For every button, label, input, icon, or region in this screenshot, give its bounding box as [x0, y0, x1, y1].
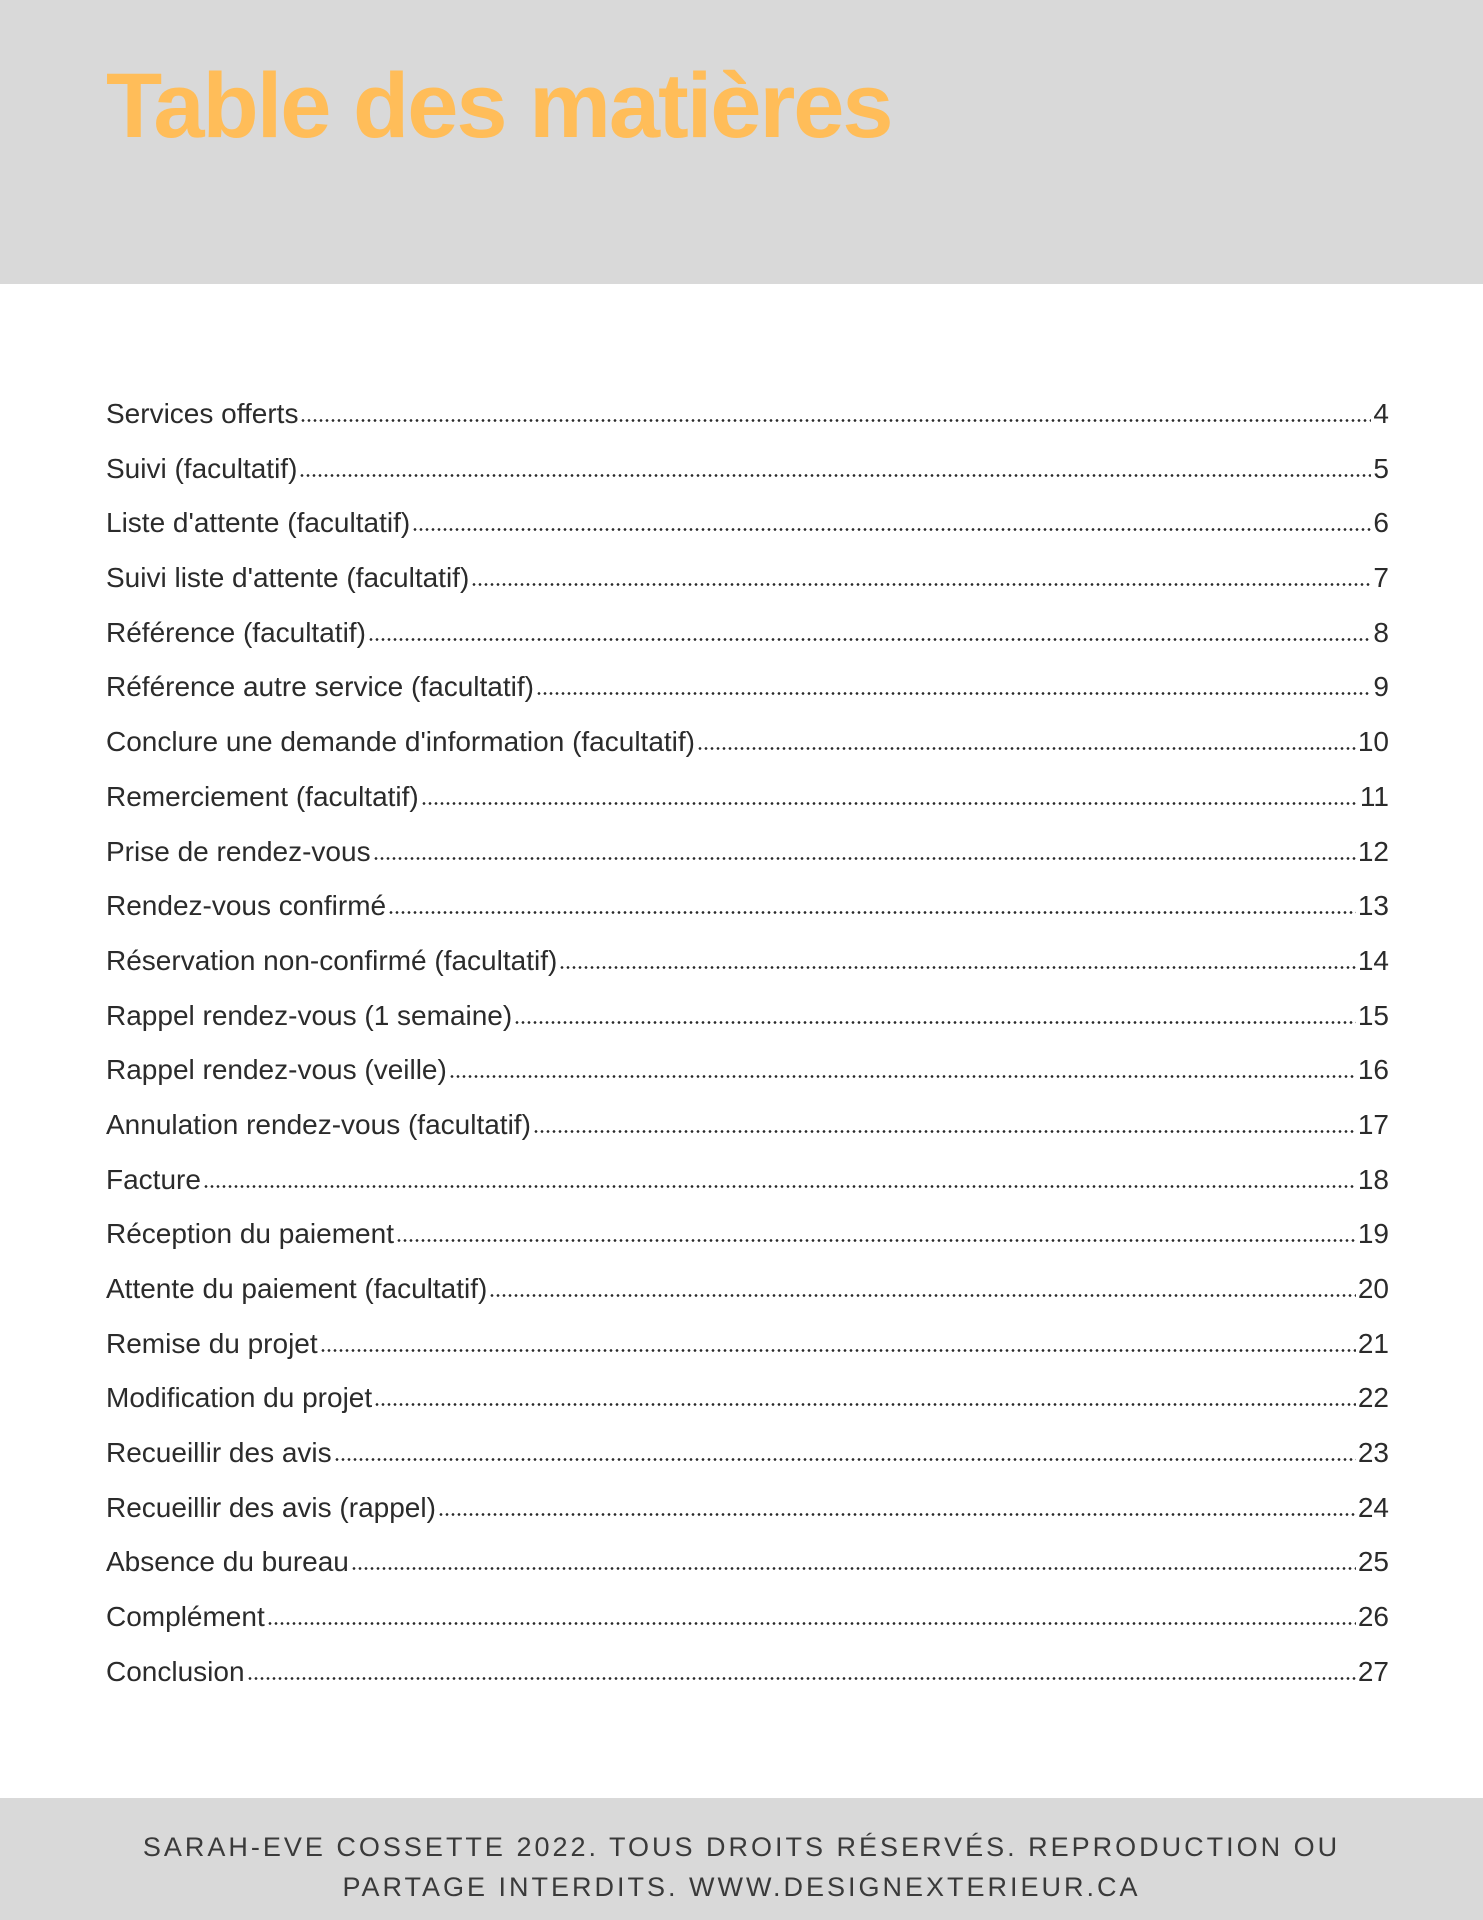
- toc-entry[interactable]: [106, 1262, 1389, 1317]
- toc-entry-page-number: 22: [1357, 1382, 1389, 1414]
- toc-entry-label: Liste d'attente (facultatif): [106, 507, 411, 539]
- toc-entry[interactable]: [106, 606, 1389, 661]
- toc-entry-page-number: 23: [1357, 1437, 1389, 1469]
- toc-entry-page-number: 26: [1357, 1601, 1389, 1633]
- toc-entry[interactable]: [106, 660, 1389, 715]
- toc-entry-label: Remise du projet: [106, 1327, 318, 1359]
- toc-entry[interactable]: [106, 1153, 1389, 1208]
- toc-entry-label: Rendez-vous confirmé: [106, 890, 387, 922]
- toc-entry[interactable]: [106, 989, 1389, 1044]
- toc-entry[interactable]: [106, 442, 1389, 497]
- toc-dot-leader: [300, 418, 1371, 423]
- toc-dot-leader: [471, 582, 1371, 587]
- toc-entry-page-number: 15: [1357, 999, 1389, 1031]
- toc-dot-leader: [351, 1566, 1356, 1571]
- toc-dot-leader: [533, 1129, 1356, 1134]
- toc-entry[interactable]: [106, 1590, 1389, 1645]
- toc-entry-label: Suivi (facultatif): [106, 452, 298, 484]
- footer-line-2: PARTAGE INTERDITS. WWW.DESIGNEXTERIEUR.CA: [342, 1872, 1141, 1902]
- toc-entry-label: Modification du projet: [106, 1382, 373, 1414]
- toc-entry-label: Attente du paiement (facultatif): [106, 1273, 488, 1304]
- toc-entry-page-number: 8: [1373, 616, 1389, 648]
- toc-entry-label: Référence (facultatif): [106, 616, 366, 648]
- table-of-contents: [106, 387, 1389, 1700]
- toc-entry[interactable]: [106, 1535, 1389, 1590]
- toc-entry-page-number: 12: [1357, 835, 1389, 867]
- toc-entry-page-number: 9: [1373, 671, 1389, 703]
- toc-entry[interactable]: [106, 715, 1389, 770]
- toc-entry-label: Recueillir des avis (rappel): [106, 1491, 436, 1523]
- toc-entry[interactable]: [106, 1371, 1389, 1426]
- toc-entry-page-number: 17: [1357, 1108, 1389, 1140]
- toc-dot-leader: [697, 746, 1356, 751]
- toc-entry[interactable]: [106, 387, 1389, 442]
- toc-entry-page-number: 21: [1357, 1327, 1389, 1359]
- toc-entry-label: Suivi liste d'attente (facultatif): [106, 562, 470, 594]
- footer-copyright: [0, 1827, 1483, 1907]
- toc-dot-leader: [267, 1621, 1356, 1626]
- toc-entry-label: Rappel rendez-vous (1 semaine): [106, 999, 513, 1031]
- toc-entry-label: Réception du paiement: [106, 1218, 394, 1250]
- toc-entry[interactable]: [106, 825, 1389, 880]
- toc-entry-page-number: 7: [1373, 562, 1389, 594]
- toc-dot-leader: [514, 1020, 1356, 1025]
- toc-dot-leader: [368, 637, 1372, 642]
- toc-entry[interactable]: [106, 1317, 1389, 1372]
- toc-entry-page-number: 18: [1357, 1163, 1389, 1195]
- toc-entry[interactable]: [106, 1426, 1389, 1481]
- toc-dot-leader: [373, 856, 1356, 861]
- toc-entry-page-number: 4: [1373, 398, 1389, 429]
- toc-entry-page-number: 13: [1357, 890, 1389, 922]
- toc-entry[interactable]: [106, 1207, 1389, 1262]
- toc-entry[interactable]: [106, 934, 1389, 989]
- toc-entry[interactable]: [106, 1098, 1389, 1153]
- toc-entry[interactable]: [106, 879, 1389, 934]
- toc-dot-leader: [299, 473, 1371, 478]
- toc-entry-page-number: 25: [1357, 1546, 1389, 1578]
- toc-entry-label: Complément: [106, 1601, 265, 1633]
- toc-entry-label: Référence autre service (facultatif): [106, 671, 534, 703]
- header-band: [0, 0, 1483, 284]
- toc-entry-page-number: 6: [1373, 507, 1389, 539]
- toc-entry[interactable]: [106, 496, 1389, 551]
- toc-entry-label: Services offerts: [106, 398, 299, 429]
- toc-entry-page-number: 19: [1357, 1218, 1389, 1250]
- toc-entry-page-number: 10: [1357, 726, 1389, 758]
- toc-dot-leader: [320, 1348, 1356, 1353]
- toc-entry-page-number: 5: [1373, 452, 1389, 484]
- toc-entry-page-number: 27: [1357, 1655, 1389, 1687]
- toc-entry-page-number: 20: [1357, 1273, 1389, 1304]
- toc-dot-leader: [334, 1457, 1356, 1462]
- toc-dot-leader: [374, 1402, 1356, 1407]
- toc-dot-leader: [388, 910, 1356, 915]
- toc-dot-leader: [396, 1238, 1356, 1243]
- toc-entry-label: Absence du bureau: [106, 1546, 349, 1578]
- toc-entry-page-number: 24: [1357, 1491, 1389, 1523]
- toc-dot-leader: [412, 527, 1371, 532]
- toc-entry[interactable]: [106, 770, 1389, 825]
- page-title: Table des matières: [106, 55, 892, 157]
- toc-dot-leader: [449, 1074, 1356, 1079]
- toc-entry[interactable]: [106, 1043, 1389, 1098]
- toc-dot-leader: [559, 965, 1356, 970]
- toc-entry-page-number: 11: [1359, 780, 1389, 812]
- toc-entry[interactable]: [106, 1481, 1389, 1536]
- toc-entry-label: Conclusion: [106, 1655, 245, 1687]
- toc-entry[interactable]: [106, 551, 1389, 606]
- toc-entry-label: Facture: [106, 1163, 201, 1195]
- toc-entry-page-number: 16: [1357, 1054, 1389, 1086]
- toc-dot-leader: [247, 1676, 1356, 1681]
- toc-entry-label: Recueillir des avis: [106, 1437, 332, 1469]
- toc-dot-leader: [203, 1184, 1356, 1189]
- toc-entry-label: Annulation rendez-vous (facultatif): [106, 1108, 531, 1140]
- toc-dot-leader: [421, 801, 1358, 806]
- toc-dot-leader: [489, 1293, 1356, 1298]
- toc-dot-leader: [438, 1512, 1356, 1517]
- footer-line-1: SARAH-EVE COSSETTE 2022. TOUS DROITS RÉSERVÉS. REPRODUCTION OU: [142, 1832, 1341, 1862]
- toc-entry-label: Prise de rendez-vous: [106, 835, 371, 867]
- toc-entry[interactable]: [106, 1645, 1389, 1700]
- toc-entry-label: Remerciement (facultatif): [106, 780, 419, 812]
- toc-entry-label: Réservation non-confirmé (facultatif): [106, 944, 558, 976]
- toc-dot-leader: [536, 691, 1371, 696]
- toc-entry-label: Rappel rendez-vous (veille): [106, 1054, 447, 1086]
- toc-entry-label: Conclure une demande d'information (facultatif): [106, 726, 695, 758]
- toc-entry-page-number: 14: [1357, 944, 1389, 976]
